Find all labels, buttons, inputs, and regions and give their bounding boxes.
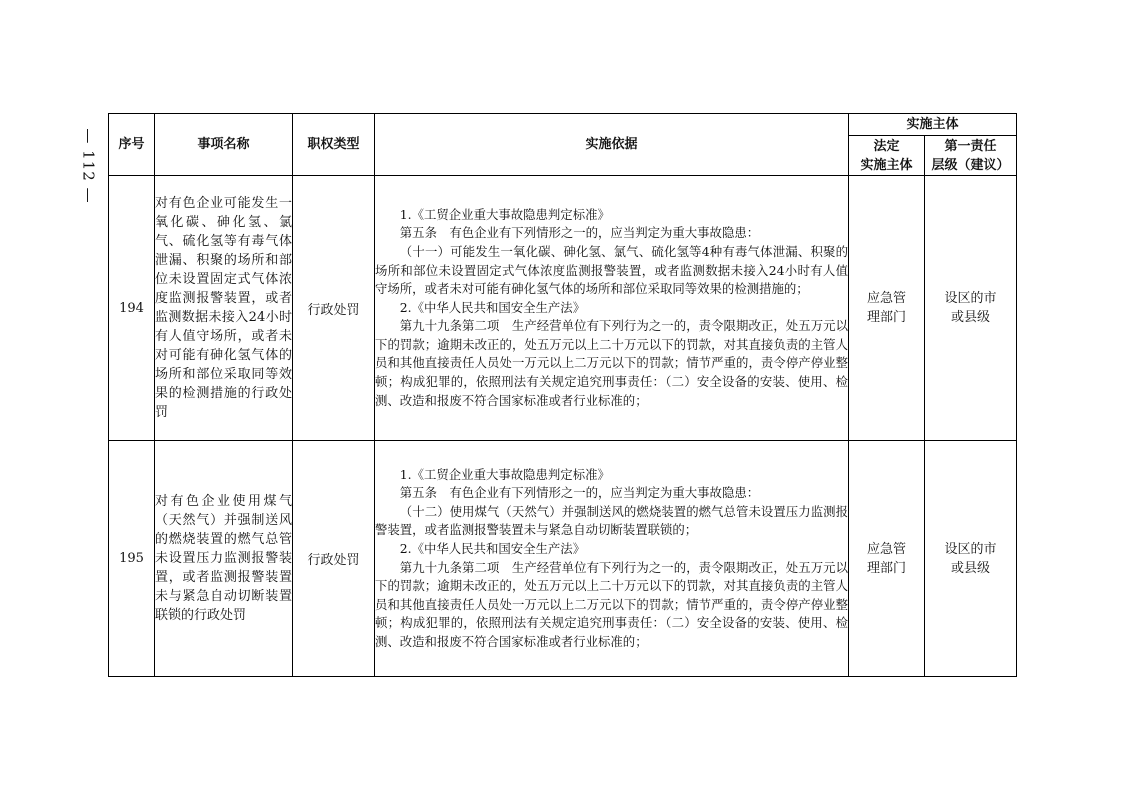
header-subject-group: 实施主体 [849,114,1017,136]
header-level-line2: 层级（建议） [931,157,1010,173]
cell-level: 设区的市或县级 [925,441,1017,677]
header-legal-subject [849,136,925,176]
basis-paragraph: 第九十九条第二项 生产经营单位有下列行为之一的，责令限期改正，处五万元以下的罚款；逾期未改正的，处五万元以上二十万元以下的罚款，对其直接负责的主管人员和其他直接责任人员处一万元以上二万元以下的罚款；情节严重的，责令停产停业整顿；构成犯罪的，依照刑法有关规定追究刑事责任：（二）安全设备的安装、使用、检测、改造和报废不符合国家标准或者行业标准的； [375,318,848,408]
basis-paragraph: 1.《工贸企业重大事故隐患判定标准》 [399,466,610,482]
basis-paragraph: 第五条 有色企业有下列情形之一的，应当判定为重大事故隐患： [399,225,760,241]
cell-basis [375,441,849,677]
table-row [109,176,1017,441]
cell-legal-subject: 应急管理部门 [849,441,925,677]
basis-paragraph: 1.《工贸企业重大事故隐患判定标准》 [399,206,610,222]
cell-seq: 194 [109,176,155,441]
basis-paragraph: 2.《中华人民共和国安全生产法》 [399,299,586,315]
cell-type: 行政处罚 [293,176,375,441]
header-level-line1: 第一责任 [944,138,997,154]
header-legal-subject-line2: 实施主体 [860,157,913,173]
header-name: 事项名称 [155,114,293,176]
header-seq: 序号 [109,114,155,176]
header-legal-subject-line1: 法定 [873,138,900,154]
cell-basis [375,176,849,441]
cell-level: 设区的市或县级 [925,176,1017,441]
basis-paragraph: 第五条 有色企业有下列情形之一的，应当判定为重大事故隐患： [399,485,760,501]
cell-legal-subject: 应急管理部门 [849,176,925,441]
basis-paragraph: （十二）使用煤气（天然气）并强制送风的燃烧装置的燃气总管未设置压力监测报警装置，或者监测报警装置未与紧急自动切断装置联锁的； [375,503,848,538]
cell-name: 对有色企业可能发生一氧化碳、砷化氢、氯气、硫化氢等有毒气体泄漏、积聚的场所和部位未设置固定式气体浓度监测报警装置，或者监测数据未接入24小时有人值守场所，或者未对可能有砷化氢气体的场所和部位采取同等效果的检测措施的行政处罚 [155,176,293,441]
basis-paragraph: （十一）可能发生一氧化碳、砷化氢、氯气、硫化氢等4种有毒气体泄漏、积聚的场所和部位未设置固定式气体浓度监测报警装置，或者监测数据未接入24小时有人值守场所，或者未对可能有砷化氢气体的场所和部位采取同等效果的检测措施的； [375,243,848,297]
basis-paragraph: 2.《中华人民共和国安全生产法》 [399,540,586,556]
header-type: 职权类型 [293,114,375,176]
header-level [925,136,1017,176]
cell-seq: 195 [109,441,155,677]
table-body [109,176,1017,677]
cell-name: 对有色企业使用煤气（天然气）并强制送风的燃烧装置的燃气总管未设置压力监测报警装置，或者监测报警装置未与紧急自动切断装置联锁的行政处罚 [155,441,293,677]
basis-paragraph: 第九十九条第二项 生产经营单位有下列行为之一的，责令限期改正，处五万元以下的罚款；逾期未改正的，处五万元以上二十万元以下的罚款，对其直接负责的主管人员和其他直接责任人员处一万元以上二万元以下的罚款；情节严重的，责令停产停业整顿；构成犯罪的，依照刑法有关规定追究刑事责任：（二）安全设备的安装、使用、检测、改造和报废不符合国家标准或者行业标准的； [375,559,848,649]
cell-type: 行政处罚 [293,441,375,677]
header-basis: 实施依据 [375,114,849,176]
authority-table [108,113,1017,677]
page-number: — 112 — [80,128,99,204]
table-row [109,441,1017,677]
